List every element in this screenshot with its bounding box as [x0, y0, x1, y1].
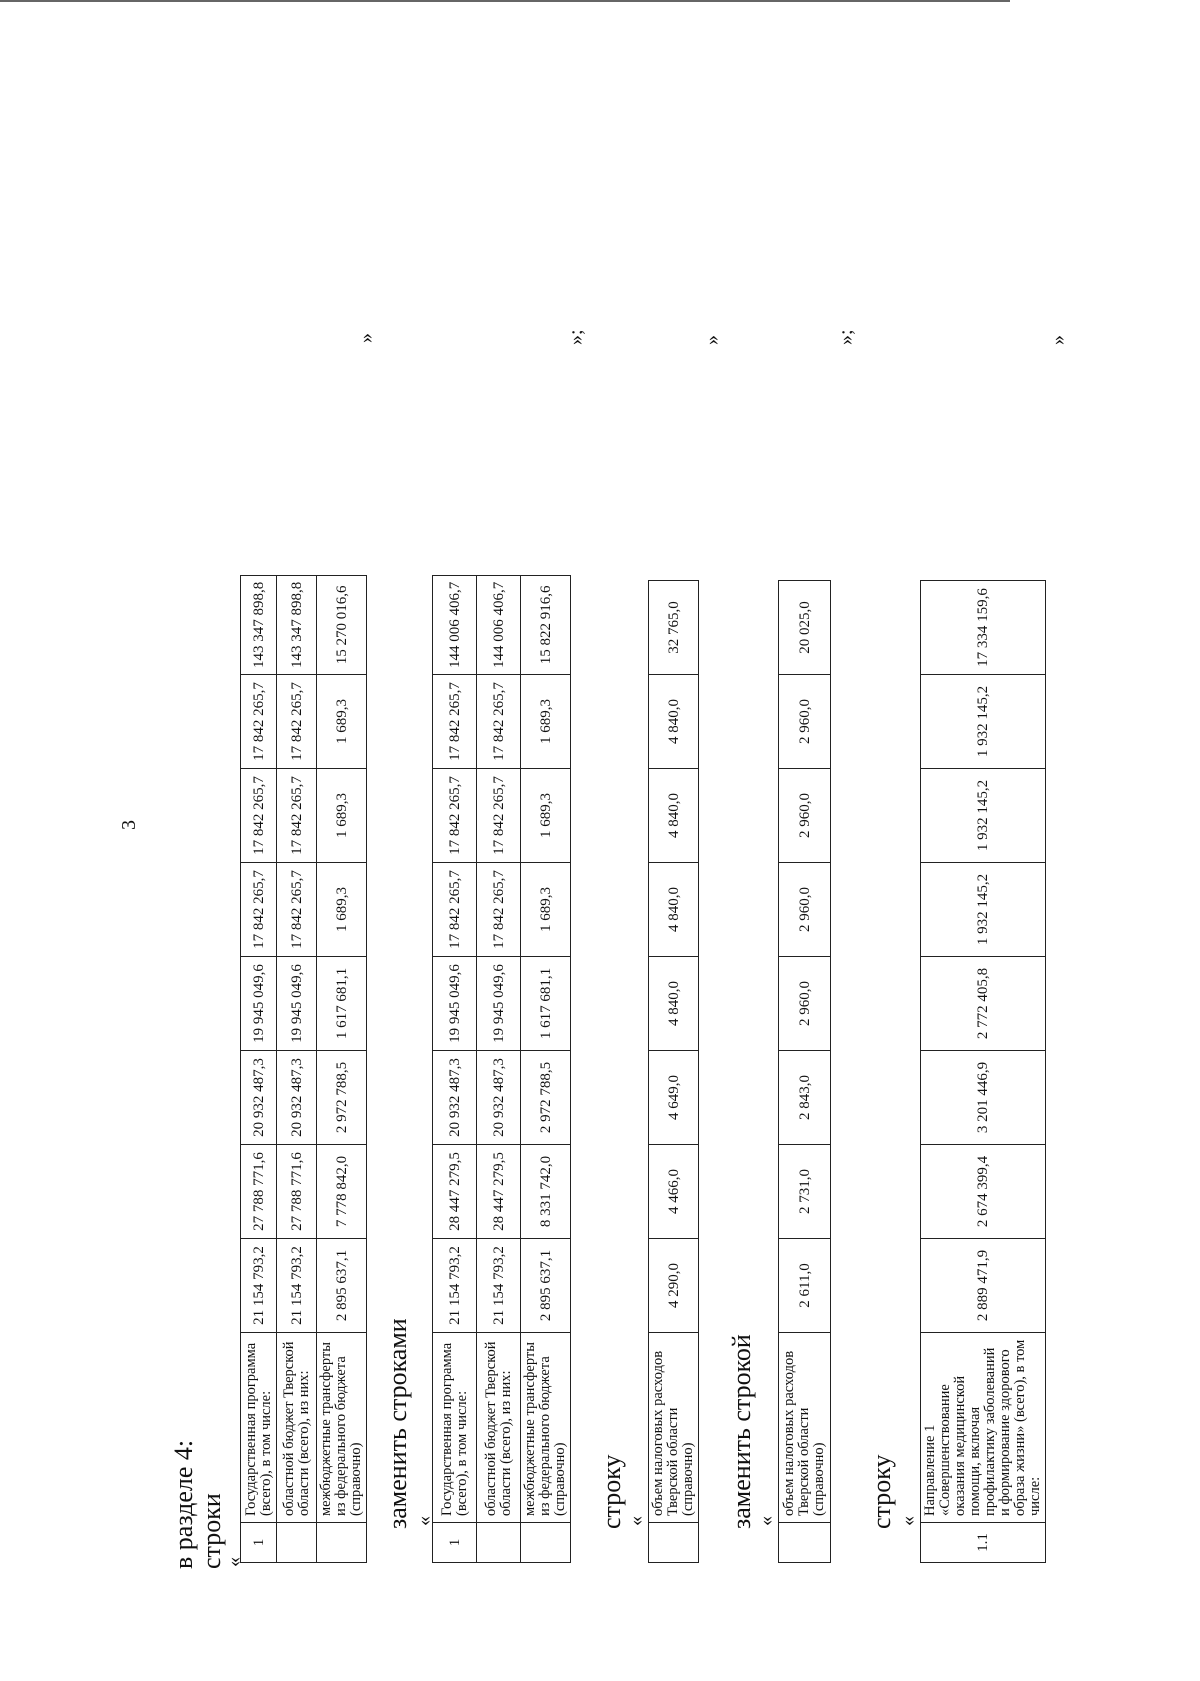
row-value: 17 842 265,7 — [477, 769, 521, 863]
table-row — [277, 575, 317, 1562]
row-value: 2 972 788,5 — [317, 1051, 367, 1145]
row-name: областной бюджет Тверской области (всего), из них: — [277, 1333, 317, 1523]
row-value: 1 932 145,2 — [921, 675, 1046, 769]
row-index — [477, 1523, 521, 1563]
row-index — [317, 1523, 367, 1563]
block2-open-quote: « — [413, 1516, 435, 1526]
block3-open-quote: « — [625, 1516, 647, 1526]
row-total: 15 270 016,6 — [317, 575, 367, 674]
row-value: 2 611,0 — [779, 1239, 831, 1333]
row-value: 1 617 681,1 — [521, 957, 571, 1051]
table-row — [779, 581, 831, 1563]
row-value: 21 154 793,2 — [241, 1239, 277, 1333]
row-value: 17 842 265,7 — [433, 675, 477, 769]
row-value: 20 932 487,3 — [477, 1051, 521, 1145]
row-value: 2 772 405,8 — [921, 957, 1046, 1051]
row-name: Государственная программа (всего), в том числе: — [433, 1333, 477, 1523]
row-value: 21 154 793,2 — [277, 1239, 317, 1333]
table-row — [649, 581, 699, 1563]
row-value: 1 689,3 — [317, 769, 367, 863]
block5-open-quote: « — [897, 1516, 919, 1526]
row-value: 21 154 793,2 — [477, 1239, 521, 1333]
row-name: Государственная программа (всего), в том числе: — [241, 1333, 277, 1523]
row-value: 4 840,0 — [649, 957, 699, 1051]
row-value: 1 689,3 — [317, 675, 367, 769]
row-index — [277, 1523, 317, 1563]
block1-table — [240, 575, 367, 1563]
table-row — [317, 575, 367, 1562]
row-value: 2 731,0 — [779, 1145, 831, 1239]
row-name: объем налоговых расходов Тверской области (справочно) — [649, 1333, 699, 1523]
block4-open-quote: « — [755, 1516, 777, 1526]
row-value: 17 842 265,7 — [241, 769, 277, 863]
row-total: 15 822 916,6 — [521, 575, 571, 674]
table-row — [521, 575, 571, 1562]
row-value: 17 842 265,7 — [241, 863, 277, 957]
row-value: 19 945 049,6 — [477, 957, 521, 1051]
row-value: 4 466,0 — [649, 1145, 699, 1239]
row-total: 143 347 898,8 — [241, 575, 277, 674]
row-value: 1 689,3 — [521, 863, 571, 957]
row-value: 17 842 265,7 — [433, 863, 477, 957]
row-value: 4 649,0 — [649, 1051, 699, 1145]
row-value: 2 972 788,5 — [521, 1051, 571, 1145]
row-value: 4 290,0 — [649, 1239, 699, 1333]
row-total: 17 334 159,6 — [921, 581, 1046, 675]
row-value: 1 689,3 — [521, 675, 571, 769]
row-index — [779, 1523, 831, 1563]
row-value: 1 617 681,1 — [317, 957, 367, 1051]
block4-close-quote: »; — [835, 329, 857, 345]
block1-title: строки — [197, 1493, 226, 1569]
row-value: 2 960,0 — [779, 957, 831, 1051]
block5-title: строку — [867, 1454, 896, 1529]
row-index: 1 — [241, 1523, 277, 1563]
page-number: 3 — [118, 820, 140, 830]
row-value: 17 842 265,7 — [241, 675, 277, 769]
row-value: 7 778 842,0 — [317, 1145, 367, 1239]
table-row — [477, 575, 521, 1562]
row-value: 20 932 487,3 — [241, 1051, 277, 1145]
row-value: 2 895 637,1 — [521, 1239, 571, 1333]
block5-close-quote: » — [1047, 335, 1069, 345]
block3-table — [648, 580, 699, 1563]
row-index — [649, 1523, 699, 1563]
row-total: 144 006 406,7 — [433, 575, 477, 674]
row-value: 1 689,3 — [317, 863, 367, 957]
section-heading: в разделе 4: — [169, 1439, 198, 1569]
row-value: 28 447 279,5 — [477, 1145, 521, 1239]
row-value: 17 842 265,7 — [433, 769, 477, 863]
row-value: 2 843,0 — [779, 1051, 831, 1145]
table-row — [241, 575, 277, 1562]
block5-table — [920, 580, 1046, 1563]
row-total: 20 025,0 — [779, 581, 831, 675]
block2-title: заменить строками — [383, 1318, 412, 1529]
row-name: межбюджетные трансферты из федерального бюджета (справочно) — [317, 1333, 367, 1523]
row-value: 17 842 265,7 — [477, 675, 521, 769]
row-value: 2 895 637,1 — [317, 1239, 367, 1333]
row-value: 8 331 742,0 — [521, 1145, 571, 1239]
row-value: 2 889 471,9 — [921, 1239, 1046, 1333]
row-value: 20 932 487,3 — [433, 1051, 477, 1145]
row-value: 4 840,0 — [649, 675, 699, 769]
row-value: 20 932 487,3 — [277, 1051, 317, 1145]
block2-table — [432, 575, 571, 1563]
row-value: 2 674 399,4 — [921, 1145, 1046, 1239]
table-row — [433, 575, 477, 1562]
row-value: 19 945 049,6 — [241, 957, 277, 1051]
row-value: 1 932 145,2 — [921, 863, 1046, 957]
row-value: 2 960,0 — [779, 769, 831, 863]
row-value: 19 945 049,6 — [277, 957, 317, 1051]
row-value: 1 689,3 — [521, 769, 571, 863]
row-name: объем налоговых расходов Тверской области (справочно) — [779, 1333, 831, 1523]
row-value: 4 840,0 — [649, 863, 699, 957]
row-value: 28 447 279,5 — [433, 1145, 477, 1239]
row-total: 32 765,0 — [649, 581, 699, 675]
block3-close-quote: » — [701, 335, 723, 345]
row-value: 21 154 793,2 — [433, 1239, 477, 1333]
block3-title: строку — [597, 1454, 626, 1529]
row-index: 1 — [433, 1523, 477, 1563]
row-value: 2 960,0 — [779, 675, 831, 769]
row-name: межбюджетные трансферты из федерального бюджета (справочно) — [521, 1333, 571, 1523]
row-value: 17 842 265,7 — [477, 863, 521, 957]
row-value: 17 842 265,7 — [277, 675, 317, 769]
row-value: 27 788 771,6 — [277, 1145, 317, 1239]
block4-title: заменить строкой — [727, 1334, 756, 1529]
row-value: 19 945 049,6 — [433, 957, 477, 1051]
block1-close-quote: » — [355, 333, 377, 343]
row-value: 3 201 446,9 — [921, 1051, 1046, 1145]
row-value: 27 788 771,6 — [241, 1145, 277, 1239]
row-value: 17 842 265,7 — [277, 769, 317, 863]
row-value: 2 960,0 — [779, 863, 831, 957]
row-value: 1 932 145,2 — [921, 769, 1046, 863]
row-index — [521, 1523, 571, 1563]
row-total: 143 347 898,8 — [277, 575, 317, 674]
row-name: областной бюджет Тверской области (всего), из них: — [477, 1333, 521, 1523]
row-value: 4 840,0 — [649, 769, 699, 863]
block2-close-quote: »; — [565, 329, 587, 345]
row-value: 17 842 265,7 — [277, 863, 317, 957]
row-name: Направление 1 «Совершенствование оказания медицинской помощи, включая профилактику заболеваний и формирование здорового образа жизни» (всего), в том числе: — [921, 1333, 1046, 1523]
row-total: 144 006 406,7 — [477, 575, 521, 674]
block1-open-quote: « — [223, 1557, 245, 1567]
block4-table — [778, 580, 831, 1563]
row-index: 1.1 — [921, 1523, 1046, 1563]
table-row — [921, 581, 1046, 1563]
